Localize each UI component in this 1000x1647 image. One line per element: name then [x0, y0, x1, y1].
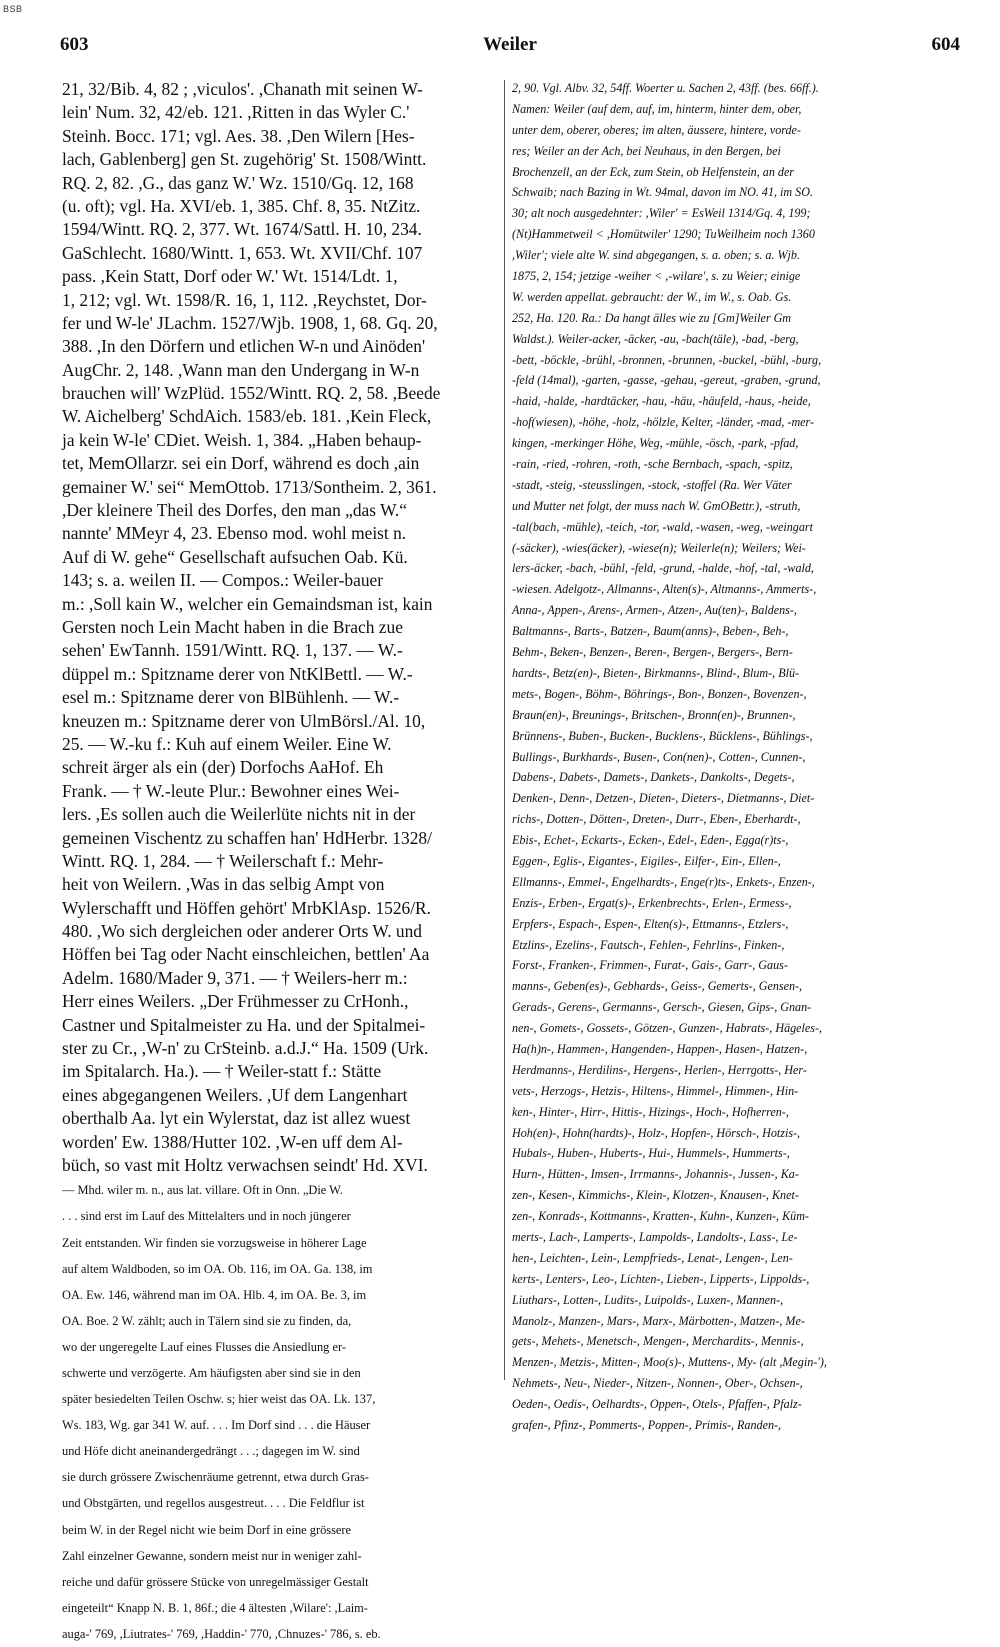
place-name-line: Nehmets-, Neu-, Nieder-, Nitzen-, Nonnen-, Ober-, Ochsen-, — [512, 1376, 803, 1391]
entry-text-line: 1594/Wintt. RQ. 2, 377. Wt. 1674/Sattl. H. 10, 234. — [62, 219, 422, 240]
note-text-line: sie durch grössere Zwischenräume getrennt, etwa durch Gras- — [62, 1470, 369, 1485]
entry-text-line: nannte' MMeyr 4, 23. Ebenso mod. wohl meist n. — [62, 523, 407, 544]
place-name-line: -feld (14mal), -garten, -gasse, -gehau, -gereut, -graben, -grund, — [512, 373, 821, 388]
entry-text-line: ,Der kleinere Theil des Dorfes, den man „das W.“ — [62, 500, 407, 521]
place-name-line: und Mutter net folgt, der muss nach W. GmOBettr.), -struth, — [512, 498, 801, 513]
place-name-line: Anna-, Appen-, Arens-, Armen-, Atzen-, Au(ten)-, Baldens-, — [512, 603, 797, 618]
library-stamp: BSB — [3, 4, 23, 14]
place-name-line: Ebis-, Echet-, Eckarts-, Ecken-, Edel-, Eden-, Egga(r)ts-, — [512, 833, 789, 848]
entry-text-line: RQ. 2, 82. ,G., das ganz W.' Wz. 1510/Gq. 12, 168 — [62, 172, 414, 193]
entry-text-line: 143; s. a. weilen II. — Compos.: Weiler-bauer — [62, 570, 384, 591]
entry-text-line: Höffen bei Tag oder Nacht einschleichen, bettlen' Aa — [62, 944, 430, 965]
place-name-line: Gerads-, Gerens-, Germanns-, Gersch-, Giesen, Gips-, Gnan- — [512, 1000, 812, 1015]
place-name-line: -wiesen. Adelgotz-, Allmanns-, Alten(s)-, Altmanns-, Ammerts-, — [512, 582, 817, 597]
entry-text-line: düppel m.: Spitzname derer von NtKlBettl. — W.- — [62, 663, 413, 684]
note-text-line: OA. Boe. 2 W. zählt; auch in Tälern sind sie zu finden, da, — [62, 1313, 352, 1328]
place-name-line: nen-, Gomets-, Gossets-, Götzen-, Gunzen-, Habrats-, Hägeles-, — [512, 1021, 823, 1036]
place-name-line: (Nt)Hammetweil < ,Homütwiler' 1290; TuWeilheim noch 1360 — [512, 227, 815, 242]
entry-text-line: Auf di W. gehe“ Gesellschaft aufsuchen Oab. Kü. — [62, 546, 408, 567]
place-name-line: grafen-, Pfinz-, Pommerts-, Poppen-, Primis-, Randen-, — [512, 1418, 782, 1432]
place-name-line: Ha(h)n-, Hammen-, Hangenden-, Happen-, Hasen-, Hatzen-, — [512, 1041, 808, 1056]
place-name-line: -haid, -halde, -hardtäcker, -hau, -häu, -häufeld, -haus, -heide, — [512, 394, 811, 409]
entry-text-line: im Spitalarch. Ha.). — † Weiler-statt f.: Stätte — [62, 1061, 382, 1082]
entry-text-line: gemainer W.' sei“ MemOttob. 1713/Sontheim. 2, 361. — [62, 476, 437, 497]
place-name-line: res; Weiler an der Ach, bei Neuhaus, in den Bergen, bei — [512, 143, 781, 158]
place-name-line: Manolz-, Manzen-, Mars-, Marx-, Märbotten-, Matzen-, Me- — [512, 1313, 805, 1328]
page-title: Weiler — [483, 34, 537, 55]
entry-text-line: ja kein W-le' CDiet. Weish. 1, 384. „Haben behaup- — [62, 429, 422, 450]
entry-text-line: fer und W-le' JLachm. 1527/Wjb. 1908, 1, 68. Gq. 20, — [62, 312, 438, 333]
note-text-line: OA. Ew. 146, während man im OA. Hlb. 4, im OA. Be. 3, im — [62, 1287, 367, 1302]
entry-text-line: sehen' EwTannh. 1591/Wintt. RQ. 1, 137. — W.- — [62, 640, 403, 661]
place-name-line: Ellmanns-, Emmel-, Engelhardts-, Enge(r)ts-, Enkets-, Enzen-, — [512, 874, 815, 889]
page-number-left: 603 — [60, 34, 89, 55]
place-name-line: Hurn-, Hütten-, Imsen-, Irrmanns-, Johannis-, Jussen-, Ka- — [512, 1167, 799, 1182]
left-column — [62, 78, 498, 1641]
entry-text-line: GaSchlecht. 1680/Wintt. 1, 653. Wt. XVII/Chf. 107 — [62, 242, 423, 263]
entry-text-line: W. Aichelberg' SchdAich. 1583/eb. 181. ,Kein Fleck, — [62, 406, 432, 427]
place-name-line: zen-, Konrads-, Kottmanns-, Kratten-, Kuhn-, Kunzen-, Küm- — [512, 1209, 809, 1224]
entry-text-line: 480. ,Wo sich dergleichen oder anderer Orts W. und — [62, 921, 423, 942]
place-name-line: 2, 90. Vgl. Albv. 32, 54ff. Woerter u. Sachen 2, 43ff. (bes. 66ff.). — [512, 81, 819, 95]
entry-text-line: pass. ,Kein Statt, Dorf oder W.' Wt. 1514/Ldt. 1, — [62, 266, 398, 287]
place-name-line: Herdmanns-, Herdilins-, Hergens-, Herlen-, Herrgotts-, Her- — [512, 1062, 807, 1077]
page-number-right: 604 — [931, 34, 960, 55]
entry-text-line: lers. ,Es sollen auch die Weilerlüte nichts nit in der — [62, 804, 416, 825]
entry-text-line: lein' Num. 32, 42/eb. 121. ,Ritten in das Wyler C.' — [62, 102, 410, 123]
entry-text-line: heit von Weilern. ,Was in das selbig Ampt von — [62, 874, 385, 895]
entry-text-line: Frank. — † W.-leute Plur.: Bewohner eines Wei- — [62, 780, 400, 801]
column-divider — [504, 80, 505, 1380]
note-text-line: Zeit entstanden. Wir finden sie vorzugsweise in höherer Lage — [62, 1235, 367, 1250]
page-header — [60, 34, 960, 58]
place-name-line: -hof(wiesen), -höhe, -holz, -hölzle, Kelter, -länder, -mad, -mer- — [512, 415, 815, 430]
place-name-line: Etzlins-, Ezelins-, Fautsch-, Fehlen-, Fehrlins-, Finken-, — [512, 937, 785, 952]
place-name-line: -bett, -böckle, -brühl, -bronnen, -brunnen, -buckel, -bühl, -burg, — [512, 352, 822, 367]
note-text-line: — Mhd. wiler m. n., aus lat. villare. Oft in Onn. „Die W. — [62, 1183, 343, 1198]
place-name-line: Forst-, Franken-, Frimmen-, Furat-, Gais-, Garr-, Gaus- — [512, 958, 788, 973]
place-name-line: Eggen-, Eglis-, Eigantes-, Eigiles-, Eilfer-, Ein-, Ellen-, — [512, 853, 781, 868]
note-text-line: . . . sind erst im Lauf des Mittelalters und in noch jüngerer — [62, 1209, 351, 1224]
place-name-line: kingen, -merkinger Höhe, Weg, -mühle, -ösch, -park, -pfad, — [512, 436, 799, 451]
entry-text-line: kneuzen m.: Spitzname derer von UlmBörsl./Al. 10, — [62, 710, 426, 731]
entry-text-line: Castner und Spitalmeister zu Ha. und der Spitalmei- — [62, 1014, 426, 1035]
place-name-line: Schwaib; nach Bazing in Wt. 94mal, davon im NO. 41, im SO. — [512, 185, 813, 200]
place-name-line: hardts-, Betz(en)-, Bieten-, Birkmanns-, Blind-, Blum-, Blü- — [512, 665, 800, 680]
place-name-line: Braun(en)-, Breunings-, Britschen-, Bronn(en)-, Brunnen-, — [512, 707, 796, 722]
entry-text-line: 25. — W.-ku f.: Kuh auf einem Weiler. Eine W. — [62, 733, 392, 754]
note-text-line: Ws. 183, Wg. gar 341 W. auf. . . . Im Dorf sind . . . die Häuser — [62, 1418, 371, 1433]
entry-text-line: Wylerschafft und Höffen gehört' MrbKlAsp. 1526/R. — [62, 897, 431, 918]
place-name-line: gets-, Mehets-, Menetsch-, Mengen-, Merchardits-, Mennis-, — [512, 1334, 804, 1349]
note-text-line: Zahl einzelner Gewanne, sondern meist nur in weniger zahl- — [62, 1548, 362, 1563]
place-name-line: Liuthars-, Lotten-, Ludits-, Luipolds-, Luxen-, Mannen-, — [512, 1292, 784, 1307]
entry-text-line: Adelm. 1680/Mader 9, 371. — † Weilers-herr m.: — [62, 967, 408, 988]
place-name-line: Enzis-, Erben-, Ergat(s)-, Erkenbrechts-, Erlen-, Ermess-, — [512, 895, 792, 910]
place-name-line: hen-, Leichten-, Lein-, Lempfrieds-, Lenat-, Lengen-, Len- — [512, 1250, 793, 1265]
place-name-line: Denken-, Denn-, Detzen-, Dieten-, Dieters-, Dietmanns-, Diet- — [512, 791, 815, 806]
place-name-line: 30; alt noch ausgedehnter: ,Wiler' = EsWeil 1314/Gq. 4, 199; — [512, 206, 811, 221]
entry-text-line: Gersten noch Lein Macht haben in die Brach zue — [62, 616, 403, 637]
place-name-line: lers-äcker, -bach, -bühl, -feld, -grund, -halde, -hof, -tal, -wald, — [512, 561, 814, 576]
entry-text-line: esel m.: Spitzname derer von BlBühlenh. — W.- — [62, 687, 400, 708]
place-name-line: richs-, Dotten-, Dötten-, Dreten-, Durr-, Eben-, Eberhardt-, — [512, 812, 801, 827]
note-text-line: wo der ungeregelte Lauf eines Flusses die Ansiedlung er- — [62, 1339, 346, 1354]
place-name-line: kerts-, Lenters-, Leo-, Lichten-, Lieben-, Lipperts-, Lippolds-, — [512, 1271, 810, 1286]
place-name-line: zen-, Kesen-, Kimmichs-, Klein-, Klotzen-, Knausen-, Knet- — [512, 1188, 799, 1203]
place-name-line: Behm-, Beken-, Benzen-, Beren-, Bergen-, Bergers-, Bern- — [512, 645, 793, 660]
note-text-line: reiche und dafür grössere Stücke von unregelmässiger Gestalt — [62, 1574, 369, 1589]
entry-text-line: oberthalb Aa. lyt ein Wylerstat, daz ist allez wuest — [62, 1108, 411, 1129]
entry-text-line: Wintt. RQ. 1, 284. — † Weilerschaft f.: Mehr- — [62, 850, 384, 871]
entry-text-line: gemeinen Vischentz zu schaffen han' HdHerbr. 1328/ — [62, 827, 432, 848]
entry-text-line: m.: ,Soll kain W., welcher ein Gemaindsman ist, kain — [62, 593, 433, 614]
entry-text-line: 1, 212; vgl. Wt. 1598/R. 16, 1, 112. ,Reychstet, Dor- — [62, 289, 427, 310]
place-name-line: Namen: Weiler (auf dem, auf, im, hinterm, hinter dem, ober, — [512, 101, 802, 116]
place-name-line: Hubals-, Huben-, Huberts-, Hui-, Hummels-, Hummerts-, — [512, 1146, 790, 1161]
entry-text-line: büch, so vast mit Holtz verwachsen seindt' Hd. XVI. — [62, 1154, 428, 1175]
place-name-line: -rain, -ried, -rohren, -roth, -sche Bernbach, -spach, -spitz, — [512, 457, 793, 472]
place-name-line: ken-, Hinter-, Hirr-, Hittis-, Hizings-, Hoch-, Hofherren-, — [512, 1104, 789, 1119]
place-name-line: Brünnens-, Buben-, Bucken-, Bucklens-, Bücklens-, Bühlings-, — [512, 728, 813, 743]
note-text-line: auga-' 769, ,Liutrates-' 769, ,Haddin-' 770, ,Chnuzes-' 786, s. eb. — [62, 1626, 381, 1641]
note-text-line: später besiedelten Teilen Oschw. s; hier weist das OA. Lk. 137, — [62, 1392, 376, 1407]
place-name-line: Brochenzell, an der Eck, zum Stein, ob Helfenstein, an der — [512, 164, 795, 179]
place-name-line: -stadt, -steig, -steusslingen, -stock, -stoffel (Ra. Wer Väter — [512, 477, 792, 492]
note-text-line: und Höfe dicht aneinandergedrängt . . .; dagegen im W. sind — [62, 1444, 360, 1459]
entry-text-line: 388. ,In den Dörfern und etlichen W-n und Ainöden' — [62, 336, 426, 357]
entry-text-line: schreit ärger als ein (der) Dorfochs AaHof. Eh — [62, 757, 384, 778]
place-name-line: Oeden-, Oedis-, Oelhardts-, Oppen-, Otels-, Pfaffen-, Pfalz- — [512, 1397, 802, 1412]
entry-text-line: Herr eines Weilers. „Der Frühmesser zu CrHonh., — [62, 991, 409, 1012]
right-column — [512, 78, 946, 1432]
entry-text-line: Steinh. Bocc. 171; vgl. Aes. 38. ,Den Wilern [Hes- — [62, 125, 415, 146]
place-name-line: vets-, Herzogs-, Hetzis-, Hiltens-, Himmel-, Himmen-, Hin- — [512, 1083, 799, 1098]
entry-text-line: AugChr. 2, 148. ,Wann man den Undergang in W-n — [62, 359, 420, 380]
place-name-line: (-säcker), -wies(äcker), -wiese(n); Weilerle(n); Weilers; Wei- — [512, 540, 806, 555]
place-name-line: ,Wiler'; viele alte W. sind abgegangen, s. a. oben; s. a. Wjb. — [512, 248, 800, 263]
entry-text-line: lach, Gablenberg] gen St. zugehörig' St. 1508/Wintt. — [62, 149, 427, 170]
place-name-line: unter dem, oberer, oberes; im alten, äussere, hintere, vorde- — [512, 122, 801, 137]
place-name-line: 1875, 2, 154; jetzige -weiher < ,-wilare', s. zu Weier; einige — [512, 269, 801, 284]
place-name-line: Bullings-, Burkhards-, Busen-, Con(nen)-, Cotten-, Cunnen-, — [512, 749, 806, 764]
place-name-line: merts-, Lach-, Lamperts-, Lampolds-, Landolts-, Lass-, Le- — [512, 1229, 798, 1244]
note-text-line: eingeteilt“ Knapp N. B. 1, 86f.; die 4 ältesten ,Wilare': ,Laim- — [62, 1600, 368, 1615]
place-name-line: Erpfers-, Espach-, Espen-, Elten(s)-, Ettmanns-, Etzlers-, — [512, 916, 789, 931]
note-text-line: beim W. in der Regel nicht wie beim Dorf in eine grössere — [62, 1522, 352, 1537]
entry-text-line: 21, 32/Bib. 4, 82 ; ,viculos'. ,Chanath mit seinen W- — [62, 79, 423, 99]
place-name-line: 252, Ha. 120. Ra.: Da hangt älles wie zu [Gm]Weiler Gm — [512, 310, 792, 325]
place-name-line: mets-, Bogen-, Böhm-, Böhrings-, Bon-, Bonzen-, Bovenzen-, — [512, 686, 807, 701]
note-text-line: und Obstgärten, und regellos ausgestreut. . . . Die Feldflur ist — [62, 1496, 365, 1511]
entry-text-line: (u. oft); vgl. Ha. XVI/eb. 1, 385. Chf. 8, 35. NtZitz. — [62, 195, 421, 216]
entry-text-line: worden' Ew. 1388/Hutter 102. ,W-en uff dem Al- — [62, 1131, 403, 1152]
note-text-line: schwerte und verzögerte. Am häufigsten aber sind sie in den — [62, 1366, 361, 1381]
place-name-line: manns-, Geben(es)-, Gebhards-, Geiss-, Gemerts-, Gensen-, — [512, 979, 803, 994]
entry-text-line: brauchen will' WzPlüd. 1552/Wintt. RQ. 2, 58. ,Beede — [62, 383, 441, 404]
entry-text-line: tet, MemOllarzr. sei ein Dorf, während es doch ,ain — [62, 453, 420, 474]
place-name-line: Waldst.). Weiler-acker, -äcker, -au, -bach(täle), -bad, -berg, — [512, 331, 799, 346]
place-name-line: Menzen-, Metzis-, Mitten-, Moo(s)-, Muttens-, My- (alt ,Megin-'), — [512, 1355, 827, 1370]
place-name-line: -tal(bach, -mühle), -teich, -tor, -wald, -wasen, -weg, -weingart — [512, 519, 813, 534]
place-name-line: Dabens-, Dabets-, Damets-, Dankets-, Dankolts-, Degets-, — [512, 770, 795, 785]
place-name-line: Hoh(en)-, Hohn(hardts)-, Holz-, Hopfen-, Hörsch-, Hotzis-, — [512, 1125, 801, 1140]
note-text-line: auf altem Waldboden, so im OA. Ob. 116, im OA. Ga. 138, im — [62, 1261, 373, 1276]
place-name-line: Baltmanns-, Barts-, Batzen-, Baum(anns)-, Beben-, Beh-, — [512, 624, 789, 639]
place-name-line: W. werden appellat. gebraucht: der W., im W., s. Oab. Gs. — [512, 289, 792, 304]
entry-text-line: eines abgegangenen Weilers. ,Uf dem Langenhart — [62, 1084, 408, 1105]
entry-text-line: ster zu Cr., ,W-n' zu CrSteinb. a.d.J.“ Ha. 1509 (Urk. — [62, 1038, 429, 1059]
